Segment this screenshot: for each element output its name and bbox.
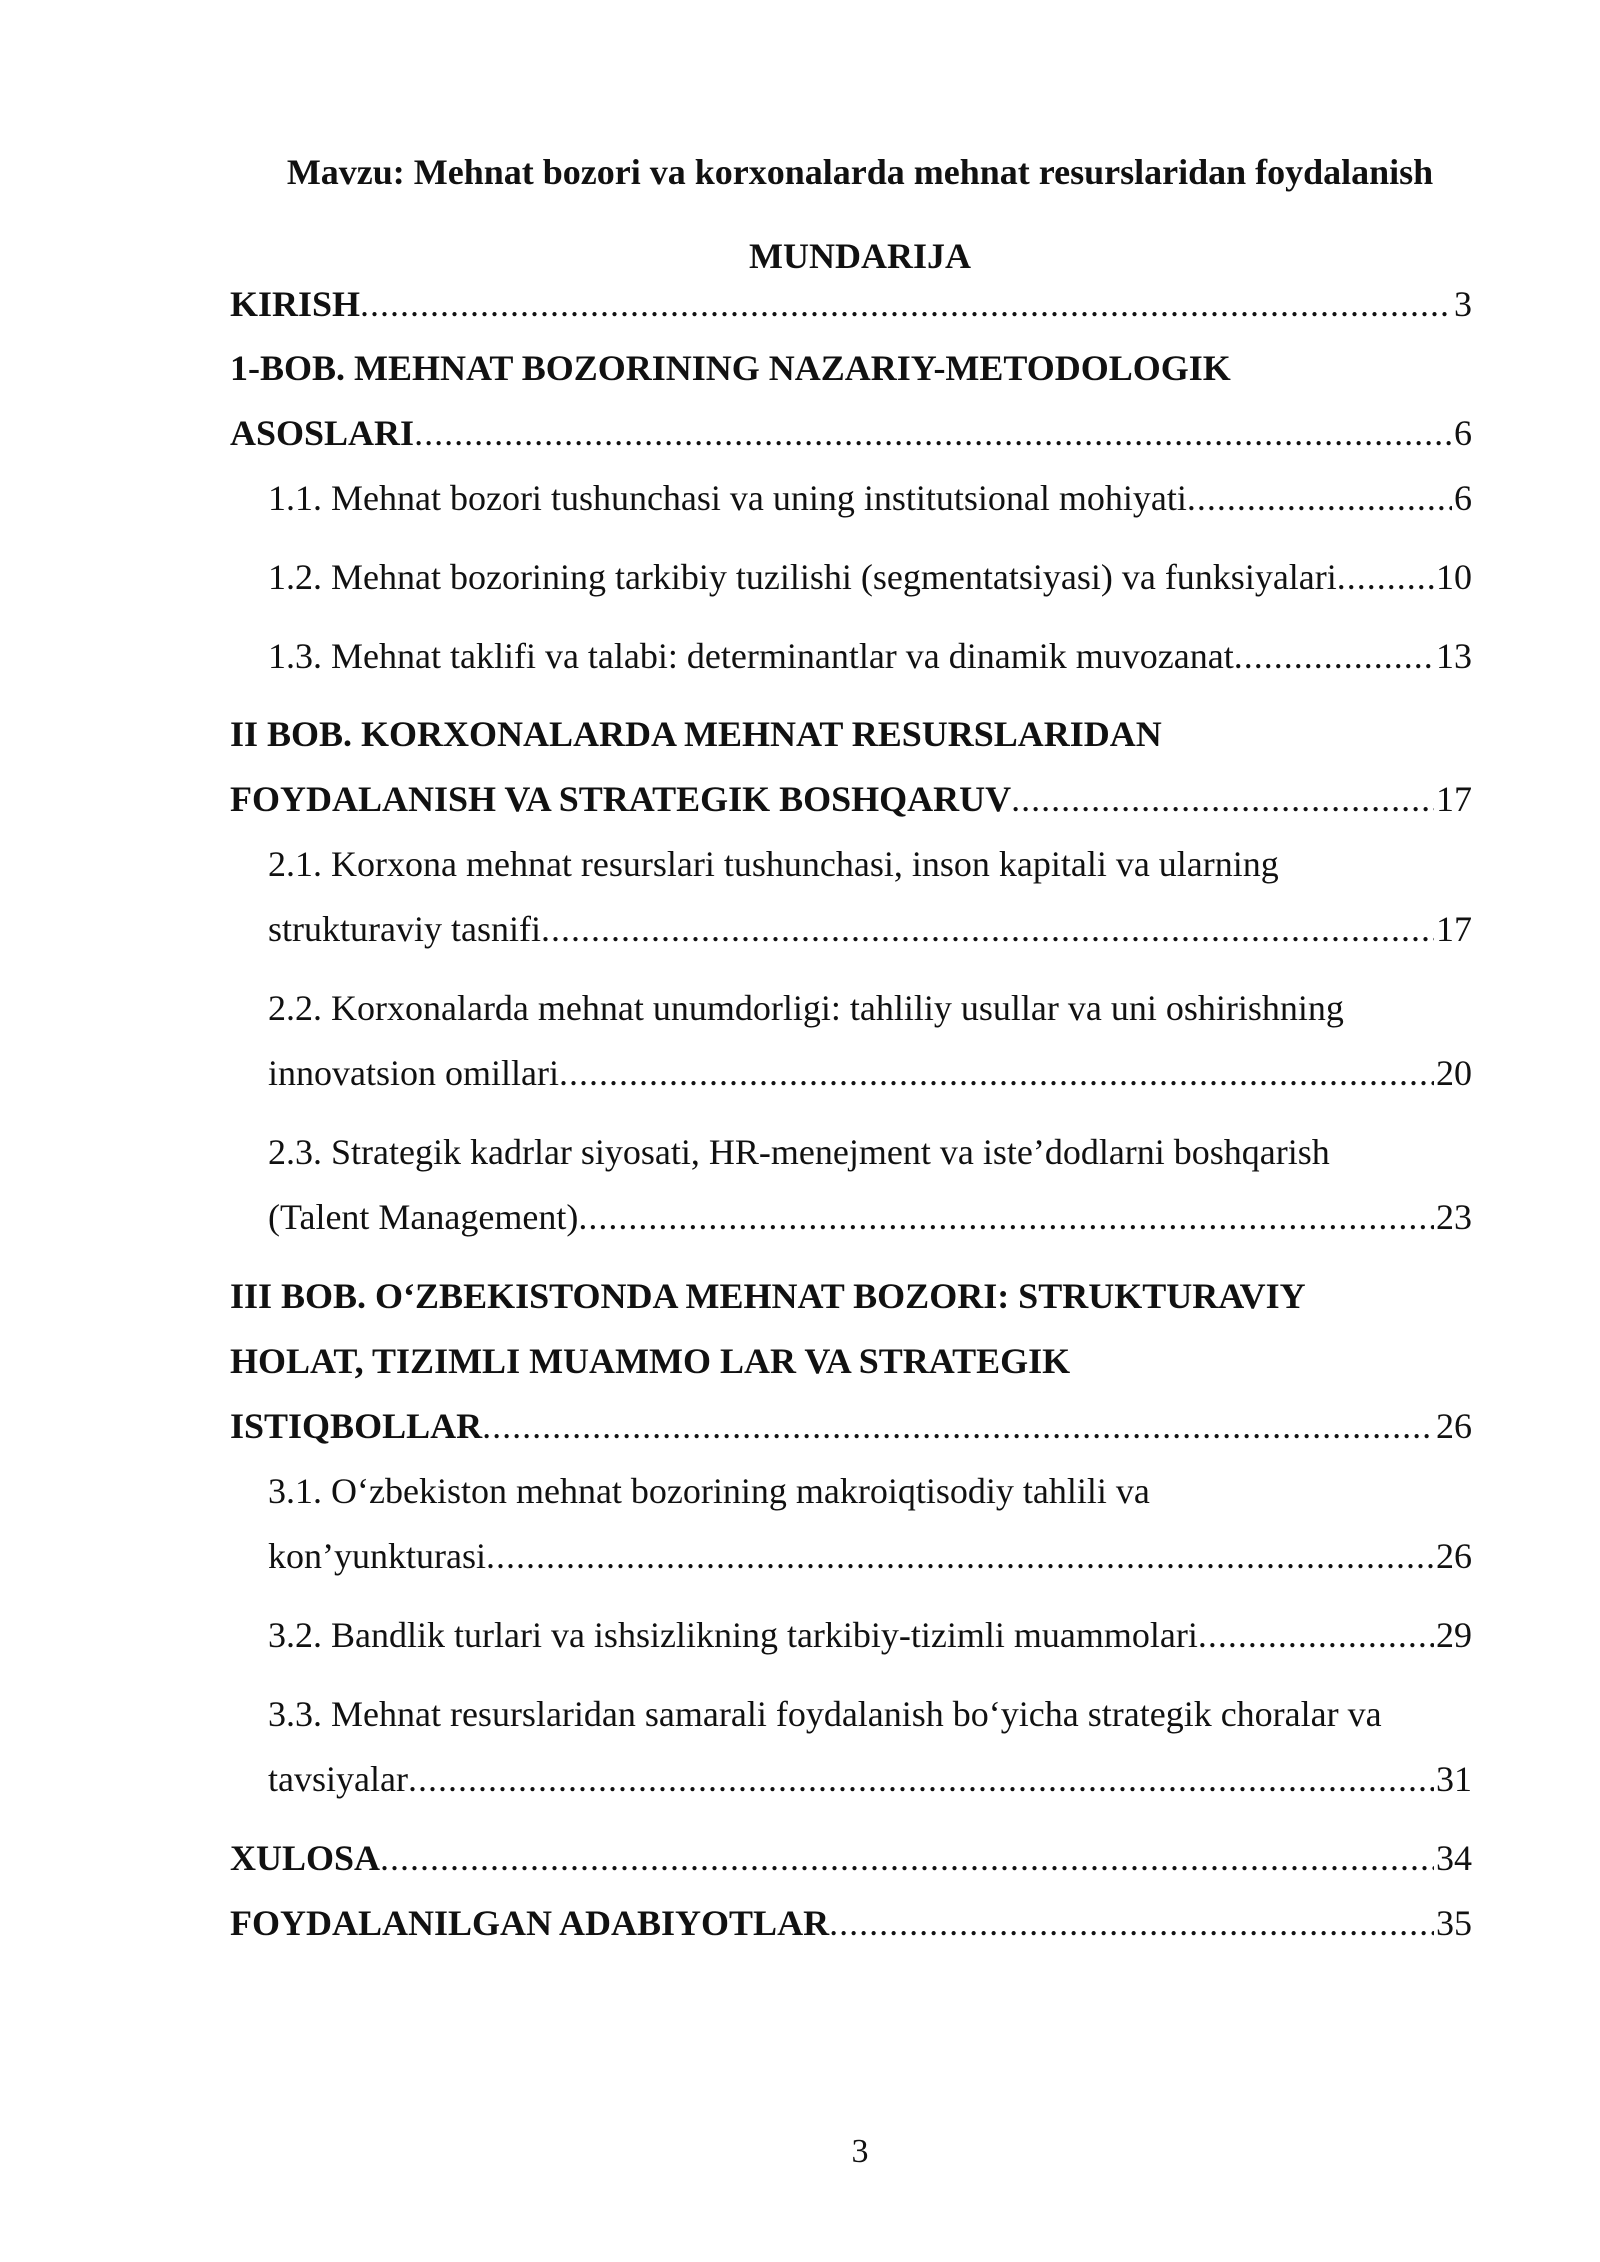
toc-entry-references [230, 1899, 1472, 1947]
toc-entry-title: FOYDALANISH VA STRATEGIK BOSHQARUV [230, 779, 1012, 819]
toc-chapter-1-line-1: 1-BOB. MEHNAT BOZORINING NAZARIY-METODOLOGIK [230, 348, 1231, 388]
dot-leader [486, 1532, 1434, 1580]
toc-entry-page: 20 [1436, 1053, 1472, 1093]
toc-chapter-2-line-2 [230, 775, 1472, 823]
dot-leader [1198, 1611, 1434, 1659]
toc-chapter-3-line-1: III BOB. O‘ZBEKISTONDA MEHNAT BOZORI: STRUKTURAVIY [230, 1276, 1306, 1316]
toc-entry-title: FOYDALANILGAN ADABIYOTLAR [230, 1903, 830, 1943]
toc-section-3-1-line-2 [268, 1532, 1472, 1580]
toc-section-3-3-line-1: 3.3. Mehnat resurslaridan samarali foydalanish bo‘yicha strategik choralar va [268, 1694, 1382, 1734]
toc-entry-page: 34 [1436, 1838, 1472, 1878]
dot-leader [360, 280, 1452, 328]
toc-entry-title: 3.2. Bandlik turlari va ishsizlikning tarkibiy-tizimli muammolari [268, 1615, 1198, 1655]
dot-leader [1187, 474, 1452, 522]
toc-section-2-3-line-2 [268, 1193, 1472, 1241]
toc-entry-kirish [230, 280, 1472, 328]
dot-leader [1234, 632, 1434, 680]
toc-entry-page: 26 [1436, 1406, 1472, 1446]
dot-leader [1011, 775, 1434, 823]
toc-entry-page: 10 [1436, 557, 1472, 597]
dot-leader [408, 1755, 1434, 1803]
toc-section-2-1-line-1: 2.1. Korxona mehnat resurslari tushunchasi, inson kapitali va ularning [268, 844, 1279, 884]
toc-entry-title: 1.3. Mehnat taklifi va talabi: determinantlar va dinamik muvozanat [268, 636, 1234, 676]
toc-entry-title: innovatsion omillari [268, 1053, 559, 1093]
dot-leader [541, 905, 1434, 953]
toc-entry-title: 1.2. Mehnat bozorining tarkibiy tuzilishi (segmentatsiyasi) va funksiyalari [268, 557, 1337, 597]
toc-entry-title: tavsiyalar [268, 1759, 408, 1799]
toc-section-2-2-line-1: 2.2. Korxonalarda mehnat unumdorligi: tahliliy usullar va uni oshirishning [268, 988, 1344, 1028]
dot-leader [414, 409, 1452, 457]
toc-section-3-1-line-1: 3.1. O‘zbekiston mehnat bozorining makroiqtisodiy tahlili va [268, 1471, 1150, 1511]
toc-section-1-2 [268, 553, 1472, 601]
toc-entry-page: 3 [1454, 284, 1472, 324]
toc-section-2-2-line-2 [268, 1049, 1472, 1097]
toc-entry-title: ASOSLARI [230, 413, 415, 453]
toc-entry-page: 6 [1454, 478, 1472, 518]
toc-entry-title: 1.1. Mehnat bozori tushunchasi va uning institutsional mohiyati [268, 478, 1187, 518]
dot-leader [482, 1402, 1434, 1450]
toc-section-2-3-line-1: 2.3. Strategik kadrlar siyosati, HR-menejment va iste’dodlarni boshqarish [268, 1132, 1330, 1172]
toc-entry-title: (Talent Management) [268, 1197, 579, 1237]
toc-chapter-3-line-3 [230, 1402, 1472, 1450]
toc-section-3-2 [268, 1611, 1472, 1659]
toc-section-1-1 [268, 474, 1472, 522]
page-number: 3 [851, 2133, 869, 2170]
dot-leader [578, 1193, 1434, 1241]
toc-entry-page: 35 [1436, 1903, 1472, 1943]
toc-section-3-3-line-2 [268, 1755, 1472, 1803]
toc-entry-page: 6 [1454, 413, 1472, 453]
toc-section-1-3 [268, 632, 1472, 680]
toc-entry-page: 17 [1436, 909, 1472, 949]
toc-entry-title: strukturaviy tasnifi [268, 909, 541, 949]
dot-leader [1337, 553, 1434, 601]
toc-section-2-1-line-2 [268, 905, 1472, 953]
document-topic: Mavzu: Mehnat bozori va korxonalarda mehnat resurslaridan foydalanish [286, 152, 1434, 192]
toc-entry-title: XULOSA [230, 1838, 381, 1878]
toc-chapter-2-line-1: II BOB. KORXONALARDA MEHNAT RESURSLARIDAN [230, 714, 1162, 754]
toc-entry-page: 23 [1436, 1197, 1472, 1237]
toc-entry-page: 13 [1436, 636, 1472, 676]
toc-chapter-1-line-2 [230, 409, 1472, 457]
toc-chapter-3-line-2: HOLAT, TIZIMLI MUAMMO LAR VA STRATEGIK [230, 1341, 1071, 1381]
toc-entry-xulosa [230, 1834, 1472, 1882]
dot-leader [380, 1834, 1434, 1882]
toc-entry-title: ISTIQBOLLAR [230, 1406, 483, 1446]
dot-leader [559, 1049, 1434, 1097]
toc-entry-title: kon’yunkturasi [268, 1536, 486, 1576]
toc-heading: MUNDARIJA [749, 236, 971, 276]
toc-entry-page: 17 [1436, 779, 1472, 819]
toc-entry-page: 31 [1436, 1759, 1472, 1799]
toc-entry-page: 29 [1436, 1615, 1472, 1655]
toc-entry-title: KIRISH [230, 284, 361, 324]
toc-entry-page: 26 [1436, 1536, 1472, 1576]
dot-leader [829, 1899, 1434, 1947]
